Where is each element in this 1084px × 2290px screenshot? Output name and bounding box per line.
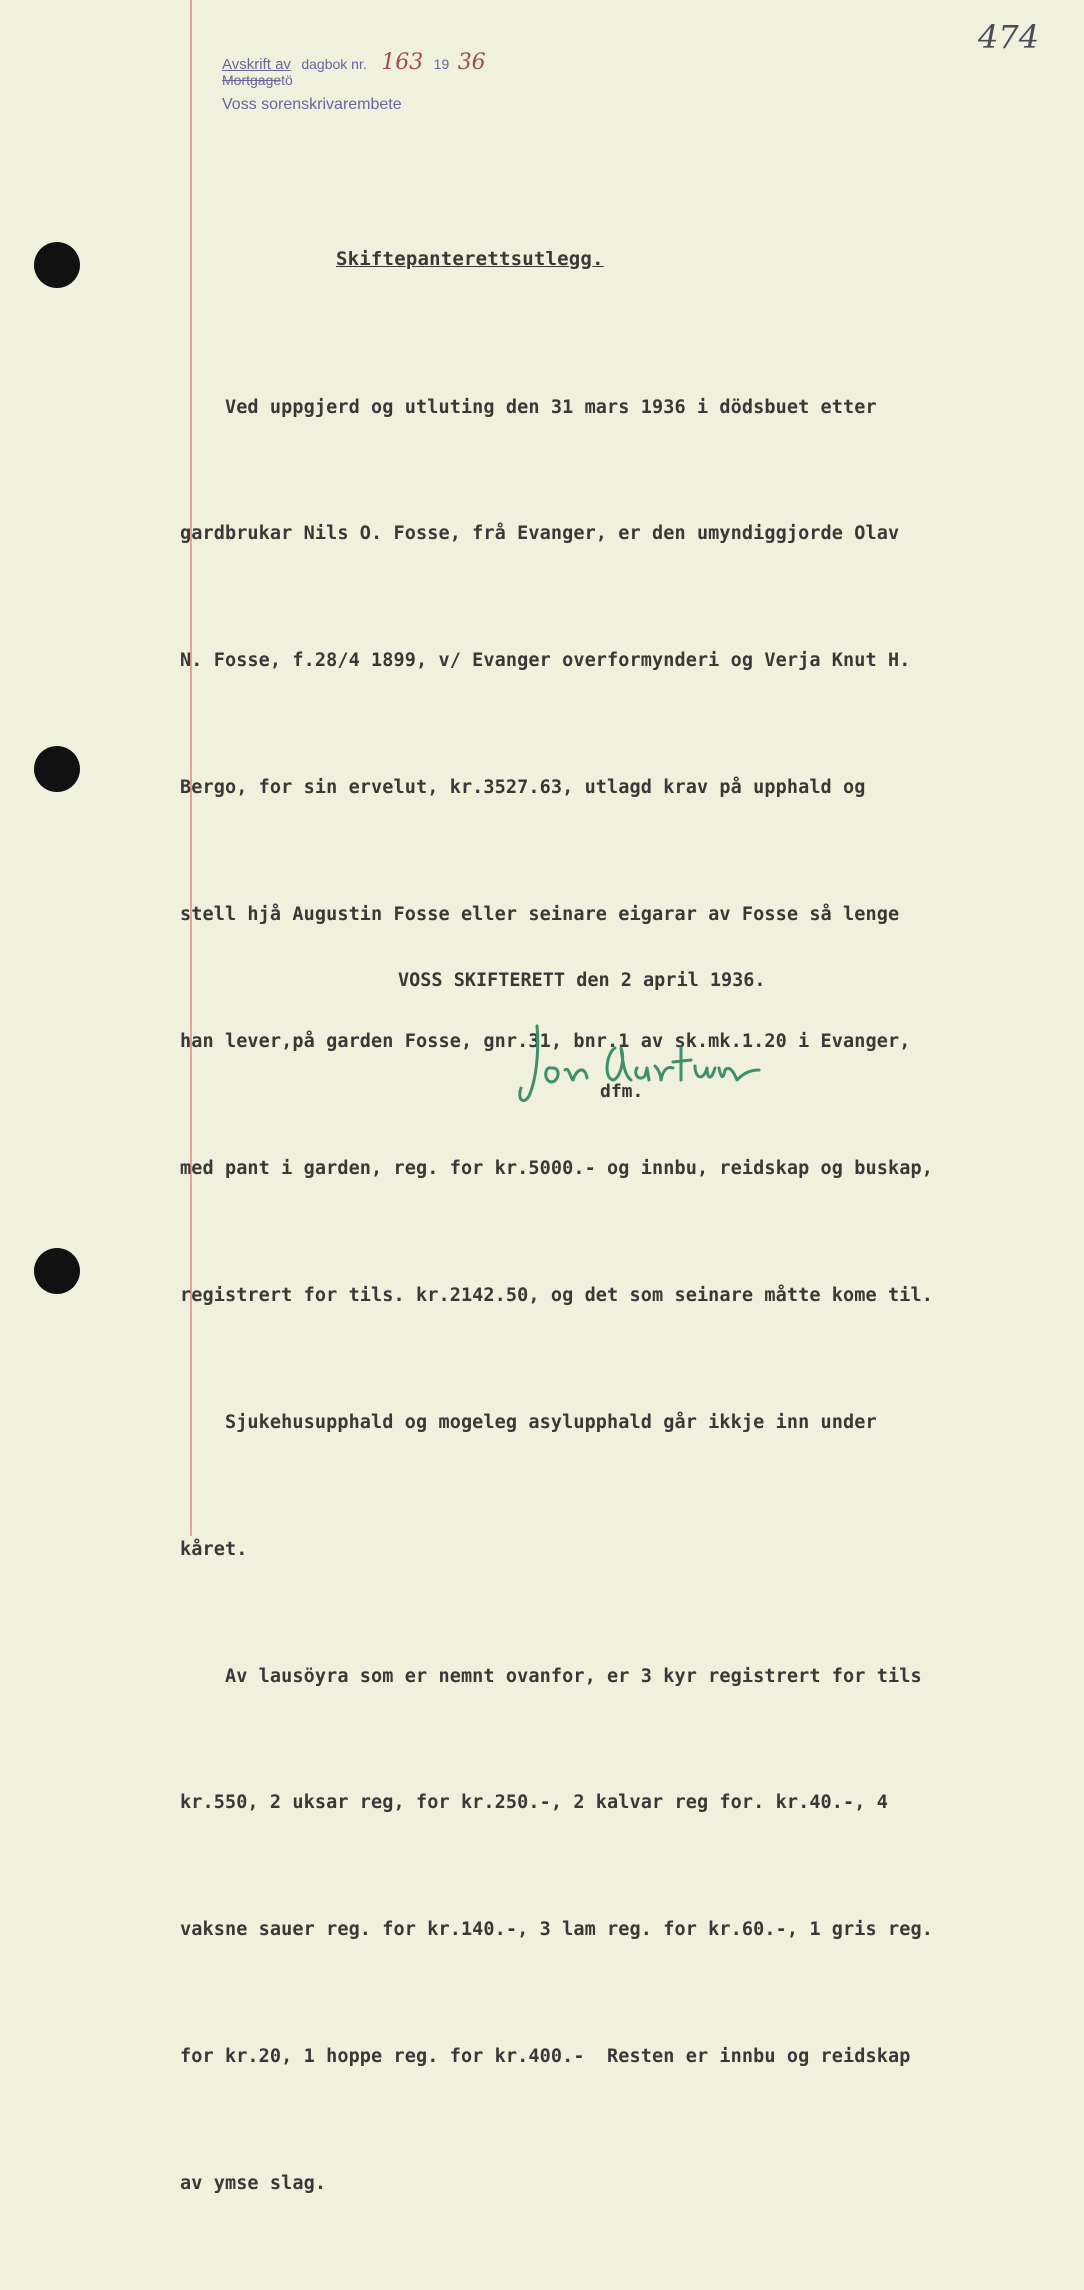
- signature-title: dfm.: [600, 1081, 644, 1102]
- body-line: for kr.20, 1 hoppe reg. for kr.400.- Resten er innbu og reidskap: [180, 2046, 911, 2068]
- handwritten-signature: [515, 1018, 765, 1118]
- stamp-office: Voss sorenskrivarembete: [222, 96, 402, 113]
- stamp-dagbok-number: 163: [381, 50, 424, 75]
- body-line: kåret.: [180, 1538, 248, 1560]
- punch-hole: [34, 242, 80, 288]
- stamp-year-suffix: 36: [457, 50, 486, 75]
- body-line: kr.550, 2 uksar reg, for kr.250.-, 2 kalvar reg for. kr.40.-, 4: [180, 1792, 888, 1814]
- body-line: gardbrukar Nils O. Fosse, frå Evanger, er den umyndiggjorde Olav: [180, 523, 900, 545]
- body-line: registrert for tils. kr.2142.50, og det som seinare måtte kome til.: [180, 1284, 933, 1306]
- body-line: N. Fosse, f.28/4 1899, v/ Evanger overformynderi og Verja Knut H.: [180, 650, 911, 672]
- page-number: 474: [978, 18, 1040, 56]
- dateline: VOSS SKIFTERETT den 2 april 1936.: [398, 970, 766, 991]
- punch-hole: [34, 1248, 80, 1294]
- document-body: [180, 302, 1040, 2290]
- document-heading: Skiftepanterettsutlegg.: [336, 248, 604, 270]
- stamp-struck-text: Mortgage: [222, 72, 282, 88]
- body-line: vaksne sauer reg. for kr.140.-, 3 lam reg. for kr.60.-, 1 gris reg.: [180, 1919, 933, 1941]
- stamp-year-prefix: 19: [433, 56, 450, 72]
- stamp-label: Avskrift av: [222, 56, 291, 73]
- body-line: Av lausöyra som er nemnt ovanfor, er 3 kyr registrert for tils: [180, 1665, 922, 1687]
- punch-hole: [34, 746, 80, 792]
- body-line: Sjukehusupphald og mogeleg asylupphald går ikkje inn under: [180, 1411, 877, 1433]
- body-line: med pant i garden, reg. for kr.5000.- og innbu, reidskap og buskap,: [180, 1157, 933, 1179]
- stamp-dagbok-label: dagbok nr.: [301, 56, 367, 72]
- body-line: Bergo, for sin ervelut, kr.3527.63, utlagd krav på upphald og: [180, 777, 866, 799]
- body-line: Ved uppgjerd og utluting den 31 mars 1936 i dödsbuet etter: [180, 396, 877, 418]
- body-line: han lever,på garden Fosse, gnr.31, bnr.1 av sk.mk.1.20 i Evanger,: [180, 1031, 911, 1053]
- registry-stamp: [222, 50, 486, 118]
- body-line: stell hjå Augustin Fosse eller seinare eigarar av Fosse så lenge: [180, 904, 900, 926]
- body-line: av ymse slag.: [180, 2173, 327, 2195]
- stamp-mark: tö: [281, 72, 293, 88]
